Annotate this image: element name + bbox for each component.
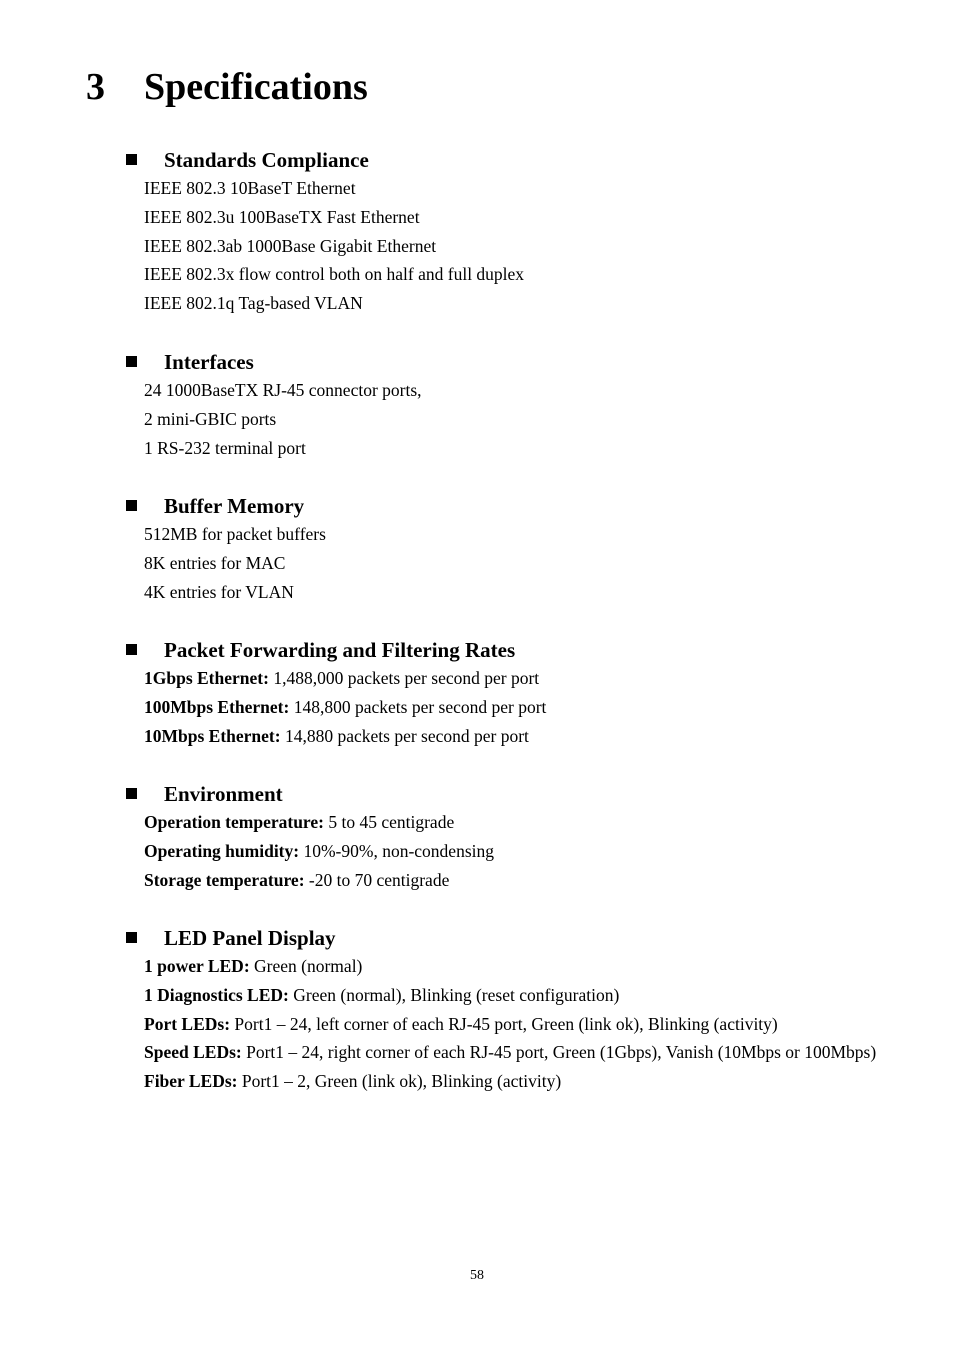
spec-line: 2 mini-GBIC ports	[144, 408, 277, 429]
spec-term: Storage temperature:	[144, 869, 305, 890]
section-heading-text: Standards Compliance	[164, 148, 369, 172]
spec-term: Speed LEDs:	[144, 1042, 242, 1063]
page-number: 58	[470, 1268, 484, 1283]
spec-term: Operation temperature:	[144, 812, 324, 832]
spec-line	[144, 952, 884, 981]
section-heading	[126, 636, 515, 664]
spec-line	[144, 693, 884, 722]
spec-line: IEEE 802.3x flow control both on half and full duplex	[144, 264, 525, 285]
spec-term: 10Mbps Ethernet:	[144, 725, 281, 746]
spec-value: Port1 – 2, Green (link ok), Blinking (activity)	[237, 1071, 562, 1092]
spec-line	[144, 1038, 884, 1067]
section-heading	[126, 146, 369, 174]
spec-line: IEEE 802.3u 100BaseTX Fast Ethernet	[144, 206, 420, 227]
spec-value: -20 to 70 centigrade	[304, 869, 450, 890]
section-heading-text: Buffer Memory	[164, 494, 305, 518]
section-heading	[126, 348, 254, 376]
spec-line	[144, 808, 884, 837]
spec-value: 10%-90%, non-condensing	[299, 840, 494, 861]
spec-term: Fiber LEDs:	[144, 1071, 238, 1092]
spec-term: 1 Diagnostics LED:	[144, 984, 289, 1005]
spec-line: 1 RS-232 terminal port	[144, 437, 306, 458]
spec-line: IEEE 802.3 10BaseT Ethernet	[144, 178, 356, 198]
spec-value: 14,880 packets per second per port	[280, 725, 529, 746]
spec-value: Green (normal)	[249, 956, 363, 976]
section-heading-text: Interfaces	[164, 350, 254, 374]
section-heading-text: Environment	[164, 782, 283, 806]
spec-term: 100Mbps Ethernet:	[144, 696, 290, 717]
black-square-bullet-icon	[126, 932, 137, 943]
section-heading-text: Packet Forwarding and Filtering Rates	[164, 638, 516, 662]
spec-value: Port1 – 24, left corner of each RJ-45 port, Green (link ok), Blinking (activity)	[230, 1013, 778, 1034]
spec-line: IEEE 802.1q Tag-based VLAN	[144, 293, 363, 314]
black-square-bullet-icon	[126, 500, 137, 511]
spec-line	[144, 664, 884, 693]
spec-term: Port LEDs:	[144, 1013, 231, 1034]
spec-line	[144, 866, 884, 895]
black-square-bullet-icon	[126, 788, 137, 799]
section-heading-text: LED Panel Display	[164, 926, 336, 950]
spec-line	[144, 981, 884, 1010]
section-heading	[126, 924, 336, 952]
black-square-bullet-icon	[126, 644, 137, 655]
spec-line: IEEE 802.3ab 1000Base Gigabit Ethernet	[144, 235, 437, 256]
black-square-bullet-icon	[126, 154, 137, 165]
chapter-number: 3	[86, 66, 105, 108]
chapter-title: Specifications	[144, 66, 368, 108]
spec-term: 1 power LED:	[144, 956, 250, 976]
spec-value: 1,488,000 packets per second per port	[268, 668, 540, 688]
spec-value: Port1 – 24, right corner of each RJ-45 port, Green (1Gbps), Vanish (10Mbps or 100Mbps)	[241, 1042, 877, 1063]
spec-value: 148,800 packets per second per port	[289, 696, 547, 717]
spec-term: 1Gbps Ethernet:	[144, 668, 269, 688]
spec-line	[144, 722, 884, 751]
spec-line: 512MB for packet buffers	[144, 524, 326, 544]
spec-line: 24 1000BaseTX RJ-45 connector ports,	[144, 380, 422, 400]
spec-term: Operating humidity:	[144, 840, 300, 861]
section-lines	[144, 952, 884, 1096]
chapter-heading	[86, 62, 368, 112]
section-lines	[144, 520, 884, 606]
section-lines	[144, 174, 884, 318]
spec-value: 5 to 45 centigrade	[323, 812, 455, 832]
section-heading	[126, 492, 304, 520]
section-lines	[144, 664, 884, 750]
black-square-bullet-icon	[126, 356, 137, 367]
section-lines	[144, 808, 884, 894]
spec-line: 4K entries for VLAN	[144, 581, 294, 602]
spec-line	[144, 837, 884, 866]
spec-value: Green (normal), Blinking (reset configuration)	[288, 984, 620, 1005]
section-lines	[144, 376, 884, 462]
spec-line: 8K entries for MAC	[144, 552, 286, 573]
spec-line	[144, 1010, 884, 1039]
section-heading	[126, 780, 283, 808]
spec-line	[144, 1067, 884, 1096]
